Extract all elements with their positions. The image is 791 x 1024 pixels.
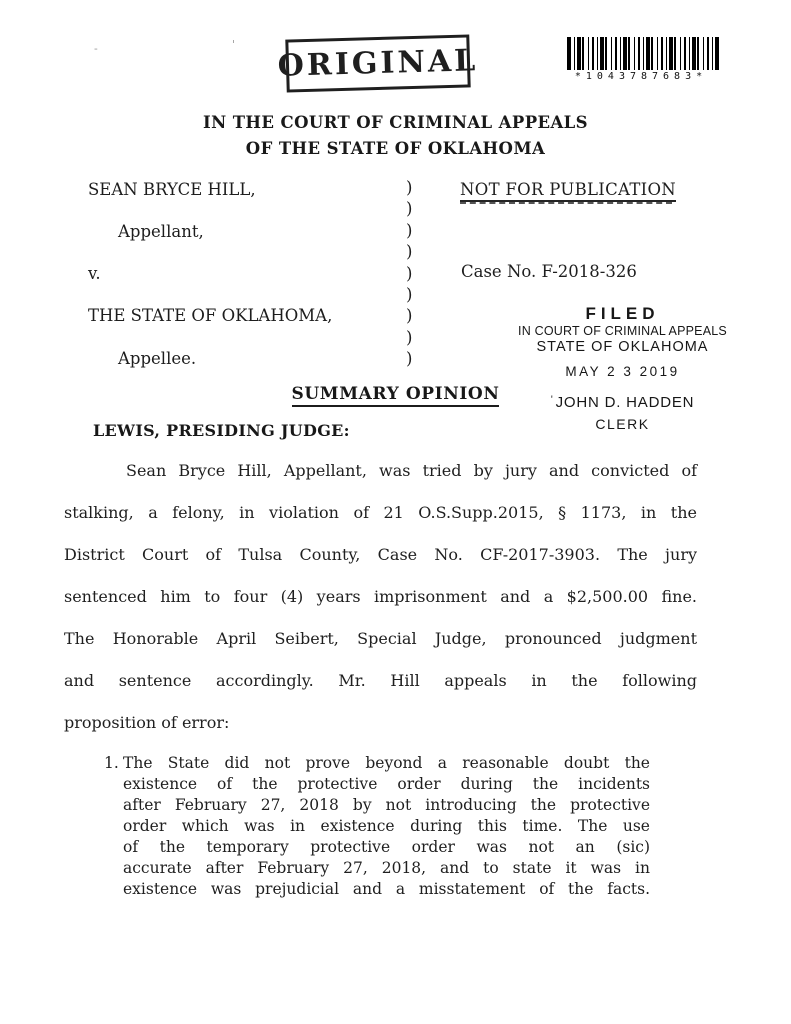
appellee-role: Appellee.	[118, 349, 197, 368]
court-heading	[0, 110, 791, 162]
proposition-line: existence of the protective order during the incidents	[123, 775, 650, 793]
filed-stamp-title: FILED	[585, 304, 660, 323]
opinion-title-row	[0, 384, 791, 404]
paragraph-line: stalking, a felony, in violation of 21 O.S.Supp.2015, § 1173, in the	[64, 503, 697, 522]
proposition-line: after February 27, 2018 by not introducing the protective	[123, 796, 650, 814]
proposition-line: of the temporary protective order was not an (sic)	[123, 838, 650, 856]
paragraph-line: proposition of error:	[64, 713, 230, 732]
versus: v.	[88, 264, 101, 283]
caption-paren-column	[406, 177, 412, 370]
presiding-judge-line: LEWIS, PRESIDING JUDGE:	[93, 421, 350, 440]
caption-paren: )	[406, 285, 413, 305]
caption-paren: )	[406, 199, 413, 219]
proposition-line: The State did not prove beyond a reasonable doubt the	[123, 754, 650, 772]
clerk-title: CLERK	[595, 416, 650, 432]
caption-paren: )	[406, 178, 413, 197]
barcode-digits: *1043787683*	[574, 71, 708, 82]
scan-speck: -	[94, 42, 98, 55]
caption-paren: )	[406, 242, 413, 262]
scan-tick: '	[550, 394, 554, 406]
court-heading-line2: OF THE STATE OF OKLAHOMA	[245, 139, 546, 158]
caption-paren: )	[406, 263, 413, 283]
paragraph-line: The Honorable April Seibert, Special Judge, pronounced judgment	[64, 629, 697, 648]
barcode-bars-icon	[567, 37, 719, 70]
paragraph-line: Sean Bryce Hill, Appellant, was tried by jury and convicted of	[126, 461, 697, 480]
clerk-name-text: JOHN D. HADDEN	[555, 394, 695, 411]
filed-stamp-date: MAY 2 3 2019	[565, 364, 680, 379]
original-stamp	[277, 34, 479, 92]
barcode	[567, 37, 715, 82]
opinion-title: SUMMARY OPINION	[292, 384, 500, 407]
filed-stamp	[505, 305, 740, 432]
paragraph-line: and sentence accordingly. Mr. Hill appeals in the following	[64, 671, 697, 690]
court-heading-line1: IN THE COURT OF CRIMINAL APPEALS	[203, 113, 588, 132]
not-for-publication-text: NOT FOR PUBLICATION	[460, 180, 676, 202]
paragraph-line: District Court of Tulsa County, Case No. CF-2017-3903. The jury	[64, 545, 697, 564]
proposition-line: accurate after February 27, 2018, and to state it was in	[123, 859, 650, 877]
proposition-line: existence was prejudicial and a misstatement of the facts.	[123, 880, 650, 898]
appellant-role: Appellant,	[118, 222, 204, 241]
case-number: Case No. F-2018-326	[461, 262, 637, 281]
filed-stamp-state: STATE OF OKLAHOMA	[536, 339, 709, 355]
caption-paren: )	[406, 306, 413, 326]
caption-paren: )	[406, 220, 413, 240]
filed-stamp-court: IN COURT OF CRIMINAL APPEALS	[518, 323, 727, 339]
proposition-number: 1.	[104, 754, 119, 772]
scan-speck: '	[232, 38, 236, 51]
caption-paren: )	[406, 327, 413, 347]
not-for-publication-label	[460, 180, 676, 202]
appellant-name: SEAN BRYCE HILL,	[88, 180, 256, 199]
appellee-name: THE STATE OF OKLAHOMA,	[88, 306, 333, 325]
proposition-line: order which was in existence during this time. The use	[123, 817, 650, 835]
caption-paren: )	[406, 349, 413, 369]
opinion-paragraph	[64, 450, 697, 744]
proposition-text	[123, 753, 650, 900]
paragraph-line: sentenced him to four (4) years imprisonment and a $2,500.00 fine.	[64, 587, 697, 606]
original-stamp-text: ORIGINAL	[277, 43, 479, 84]
